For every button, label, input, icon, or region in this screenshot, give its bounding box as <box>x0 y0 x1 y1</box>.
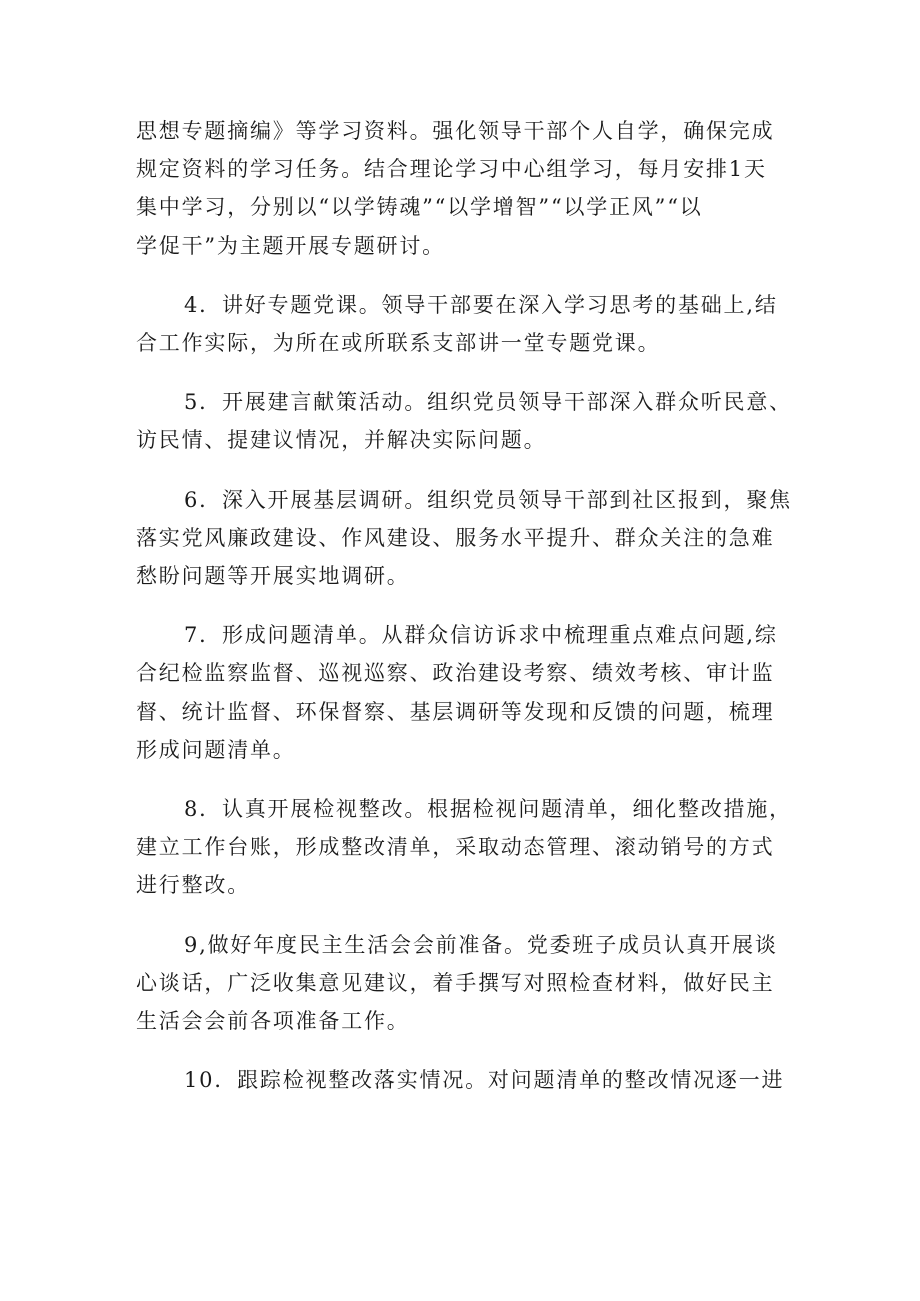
text-line: 9,做好年度民主生活会会前准备。党委班子成员认真开展谈 <box>184 932 778 957</box>
paragraph-item-10 <box>136 1061 788 1099</box>
text-line: 5．开展建言献策活动。组织党员领导干部深入群众听民意、 <box>184 390 792 415</box>
paragraph-item-5 <box>136 383 792 459</box>
paragraph-item-8 <box>136 790 792 905</box>
paragraph-item-6 <box>136 481 792 596</box>
text-line: 建立工作台账，形成整改清单，采取动态管理、滚动销号的方式 <box>136 835 775 860</box>
text-line: 形成问题清单。 <box>136 737 296 762</box>
text-line: 合纪检监察监督、巡视巡察、政治建设考察、绩效考核、审计监 <box>136 661 775 686</box>
text-line: 督、统计监督、环保督察、基层调研等发现和反馈的问题，梳理 <box>136 699 775 724</box>
paragraph-item-7 <box>136 616 788 769</box>
paragraph-continuation <box>136 112 788 265</box>
document-page <box>136 112 792 1120</box>
text-line: 心谈话，广泛收集意见建议，着手撰写对照检查材料，做好民主 <box>136 970 775 995</box>
text-line: 愁盼问题等开展实地调研。 <box>136 564 410 589</box>
text-line: 规定资料的学习任务。结合理论学习中心组学习，每月安排1天 <box>136 157 767 182</box>
text-line: 合工作实际，为所在或所联系支部讲一堂专题党课。 <box>136 331 661 356</box>
paragraph-item-9 <box>136 926 788 1041</box>
text-line: 6．深入开展基层调研。组织党员领导干部到社区报到，聚焦 <box>184 487 792 512</box>
text-line: 8．认真开展检视整改。根据检视问题清单，细化整改措施， <box>184 797 792 822</box>
text-line: 10．跟踪检视整改落实情况。对问题清单的整改情况逐一进 <box>184 1068 785 1093</box>
text-line: 落实党风廉政建设、作风建设、服务水平提升、群众关注的急难 <box>136 525 775 550</box>
paragraph-item-4 <box>136 286 788 362</box>
text-line: 访民情、提建议情况，并解决实际问题。 <box>136 428 547 453</box>
text-line: 进行整改。 <box>136 873 250 898</box>
text-line: 集中学习，分别以“以学铸魂”“以学增智”“以学正风”“以 <box>136 195 703 220</box>
text-line: 生活会会前各项准备工作。 <box>136 1009 410 1034</box>
text-line: 思想专题摘编》等学习资料。强化领导干部个人自学，确保完成 <box>136 119 775 143</box>
text-line: 学促干”为主题开展专题研讨。 <box>136 233 445 258</box>
text-line: 7．形成问题清单。从群众信访诉求中梳理重点难点问题,综 <box>184 623 778 648</box>
text-line: 4．讲好专题党课。领导干部要在深入学习思考的基础上,结 <box>184 292 778 317</box>
